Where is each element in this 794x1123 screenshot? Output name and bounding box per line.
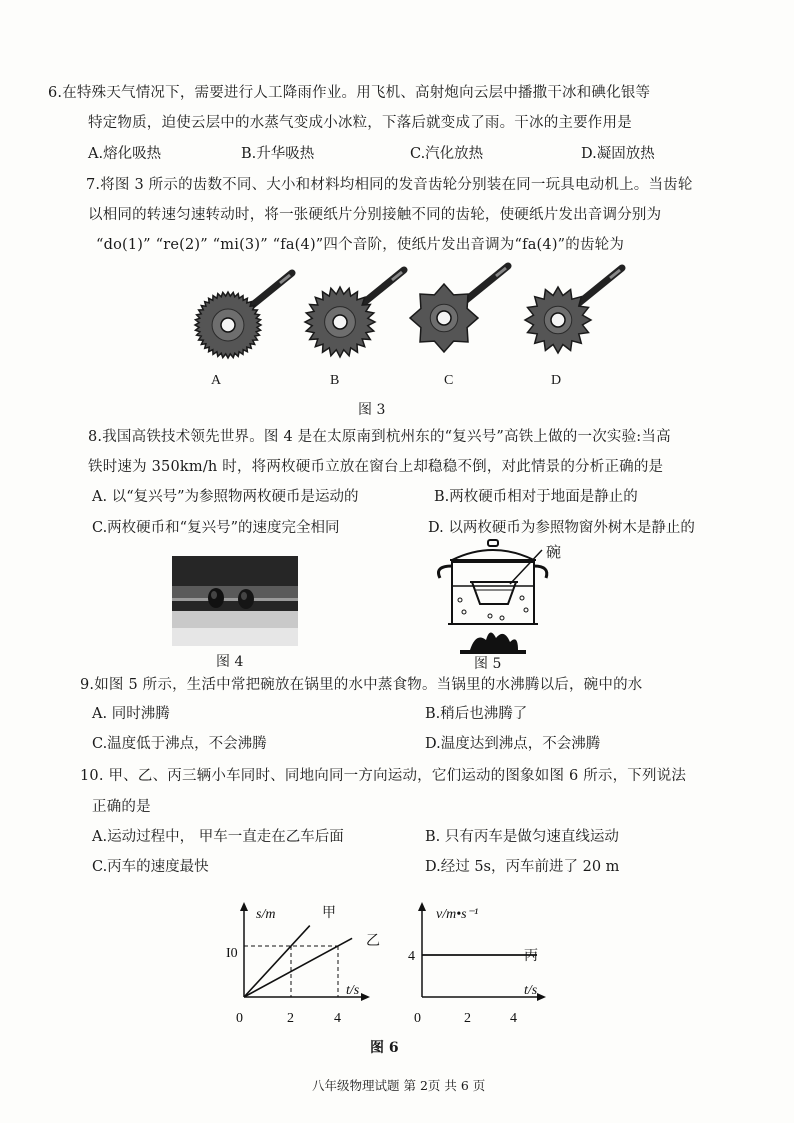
q8-stem-line2: 铁时速为 350km/h 时，将两枚硬币立放在窗台上却稳稳不倒，对此情景的分析正确的是 xyxy=(88,459,664,475)
q10-option-c: C.丙车的速度最快 xyxy=(92,859,209,875)
vt-x-label: t/s xyxy=(524,983,538,998)
q8-option-c: C.两枚硬币和“复兴号”的速度完全相同 xyxy=(92,520,340,536)
q9-option-b: B.稍后也沸腾了 xyxy=(425,706,528,722)
st-x-label: t/s xyxy=(346,983,360,998)
vt-y-label: v/m•s⁻¹ xyxy=(436,907,479,922)
st-y-label: s/m xyxy=(256,907,276,922)
st-x-axis-head xyxy=(361,993,370,1001)
figure-3-caption: 图 3 xyxy=(358,402,386,418)
q6-stem-line1: 6.在特殊天气情况下，需要进行人工降雨作业。用飞机、高射炮向云层中播撒干冰和碘化银等 xyxy=(48,85,651,101)
q10-stem-line1: 10. 甲、乙、丙三辆小车同时、同地向同一方向运动，它们运动的图象如图 6 所示，下列说法 xyxy=(80,768,687,784)
gear-label-b: B xyxy=(330,373,340,388)
q8-option-d: D. 以两枚硬币为参照物窗外树木是静止的 xyxy=(428,520,695,536)
page-footer: 八年级物理试题 第 2页 共 6 页 xyxy=(312,1078,486,1093)
q9-stem-line1: 9.如图 5 所示，生活中常把碗放在锅里的水中蒸食物。当锅里的水沸腾以后，碗中的水 xyxy=(80,677,643,693)
q8-option-a: A. 以“复兴号”为参照物两枚硬币是运动的 xyxy=(92,489,359,505)
q7-stem-line3: “do(1)” “re(2)” “mi(3)” “fa(4)”四个音阶，使纸片发出音调为“fa(4)”的齿轮为 xyxy=(96,237,625,253)
q6-option-d: D.凝固放热 xyxy=(581,146,655,162)
st-x-tick-4: 4 xyxy=(334,1011,341,1026)
series-jia-label: 甲 xyxy=(322,905,336,921)
figure-6-caption: 图 6 xyxy=(370,1040,399,1056)
q9-option-a: A. 同时沸腾 xyxy=(92,706,170,722)
q6-option-b: B.升华吸热 xyxy=(241,146,315,162)
figure-4-caption: 图 4 xyxy=(216,654,244,670)
vt-x-tick-4: 4 xyxy=(510,1011,517,1026)
figure-5-caption: 图 5 xyxy=(474,656,502,672)
vt-x-axis-head xyxy=(537,993,546,1001)
st-y-axis-head xyxy=(240,902,248,911)
q9-option-c: C.温度低于沸点，不会沸腾 xyxy=(92,736,267,752)
q10-stem-line2: 正确的是 xyxy=(92,799,151,815)
q7-stem-line1: 7.将图 3 所示的齿数不同、大小和材料均相同的发音齿轮分别装在同一玩具电动机上。当齿轮 xyxy=(86,177,693,193)
st-x-tick-0: 0 xyxy=(236,1011,243,1026)
q6-option-a: A.熔化吸热 xyxy=(88,146,162,162)
vt-x-tick-0: 0 xyxy=(414,1011,421,1026)
q7-stem-line2: 以相同的转速匀速转动时，将一张硬纸片分别接触不同的齿轮，使硬纸片发出音调分别为 xyxy=(88,207,662,223)
series-jia-line xyxy=(244,926,310,997)
vt-y-axis-head xyxy=(418,902,426,911)
vt-y-tick-4: 4 xyxy=(408,949,415,964)
gear-label-d: D xyxy=(551,373,562,388)
figure-5-bowl-label: 碗 xyxy=(546,543,562,561)
series-yi-label: 乙 xyxy=(366,933,380,949)
vt-x-tick-2: 2 xyxy=(464,1011,471,1026)
q10-option-d: D.经过 5s，丙车前进了 20 m xyxy=(425,859,620,875)
q9-option-d: D.温度达到沸点，不会沸腾 xyxy=(425,736,601,752)
q6-stem-line2: 特定物质，迫使云层中的水蒸气变成小冰粒，下落后就变成了雨。干冰的主要作用是 xyxy=(88,115,632,131)
gear-label-c: C xyxy=(444,373,454,388)
q10-option-a: A.运动过程中， 甲车一直走在乙车后面 xyxy=(92,829,344,845)
series-yi-line xyxy=(244,938,352,997)
series-bing-label: 丙 xyxy=(524,948,538,964)
q8-option-b: B.两枚硬币相对于地面是静止的 xyxy=(434,489,638,505)
q10-option-b: B. 只有丙车是做匀速直线运动 xyxy=(425,829,619,845)
q8-stem-line1: 8.我国高铁技术领先世界。图 4 是在太原南到杭州东的“复兴号”高铁上做的一次实验:当高 xyxy=(88,429,671,445)
gear-label-a: A xyxy=(211,373,222,388)
q6-option-c: C.汽化放热 xyxy=(410,146,484,162)
st-y-tick-10: I0 xyxy=(226,946,238,961)
st-x-tick-2: 2 xyxy=(287,1011,294,1026)
